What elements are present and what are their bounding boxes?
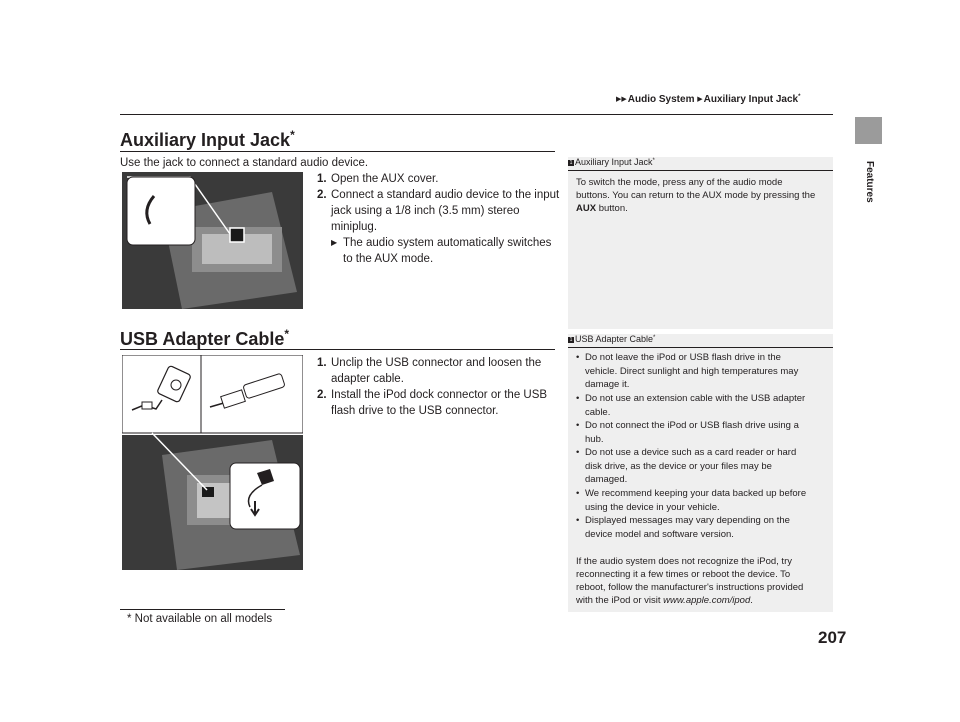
- aux-button-label: AUX: [576, 203, 597, 214]
- usb-connector: [202, 487, 214, 497]
- bullet-dot-icon: •: [576, 515, 580, 526]
- aux-step-2-text: Connect a standard audio device to the input jack using a 1/8 inch (3.5 mm) stereo miniplug.: [331, 189, 560, 233]
- usb-step-2-number: 2.: [317, 389, 327, 401]
- bullet-dot-icon: •: [576, 393, 580, 404]
- result-arrow-icon: ▶: [331, 238, 338, 247]
- aux-jack-illustration: [122, 172, 303, 309]
- usb-note-box: [568, 334, 833, 612]
- aux-step-2-number: 2.: [317, 189, 327, 201]
- bullet-dot-icon: •: [576, 447, 580, 458]
- footnote: * Not available on all models: [127, 613, 273, 625]
- bullet-dot-icon: •: [576, 352, 580, 363]
- usb-step-1-number: 1.: [317, 357, 327, 369]
- aux-note-text: [576, 176, 816, 215]
- usb-note-rule: [568, 347, 833, 348]
- aux-note-rule: [568, 170, 833, 171]
- usb-note-bullet-text: We recommend keeping your data backed up before using the device in your vehicle.: [585, 488, 807, 513]
- breadcrumb-item-auxiliary-input-jack[interactable]: Auxiliary Input Jack: [703, 94, 799, 105]
- aux-title-text: Auxiliary Input Jack: [120, 130, 291, 150]
- ipod-dock-plug-icon: [142, 402, 152, 409]
- usb-note-bullet-text: Do not use an extension cable with the USB adapter cable.: [585, 393, 806, 418]
- header-rule: [120, 114, 833, 115]
- breadcrumb-item-audio-system[interactable]: Audio System: [627, 94, 695, 105]
- usb-note-paragraph: [576, 555, 821, 607]
- breadcrumb: [616, 94, 800, 105]
- usb-note-paragraph-text: If the audio system does not recognize the iPod, try reconnecting it a few times or reboot the device. To reboot, follow the manufacturer's instructions provided with the iPod or visit: [576, 556, 804, 606]
- aux-note-box: [568, 157, 833, 329]
- aux-note-heading: [568, 157, 655, 167]
- usb-title-text: USB Adapter Cable: [120, 329, 285, 349]
- page-number: 207: [818, 628, 847, 647]
- breadcrumb-star: *: [798, 94, 801, 100]
- usb-step-1-text: Unclip the USB connector and loosen the adapter cable.: [331, 357, 542, 385]
- usb-note-bullet-text: Do not leave the iPod or USB flash drive in the vehicle. Direct sunlight and high temperatures may damage it.: [585, 352, 799, 390]
- usb-note-bullet-text: Do not use a device such as a card reader or hard disk drive, as the device or your files may be damaged.: [585, 447, 797, 485]
- usb-note-bullet-text: Displayed messages may vary depending on the device model and software version.: [585, 515, 790, 540]
- usb-note-heading-text: USB Adapter Cable: [575, 334, 654, 344]
- aux-title-star: *: [290, 128, 295, 142]
- usb-section-title: [120, 327, 289, 350]
- aux-jack-port: [230, 228, 244, 242]
- usb-title-rule: [120, 349, 555, 350]
- footnote-rule: [120, 609, 285, 610]
- aux-title-rule: [120, 151, 555, 152]
- usb-note-paragraph-end: .: [750, 595, 753, 606]
- usb-note-heading: [568, 334, 655, 344]
- usb-step-2-text: Install the iPod dock connector or the USB flash drive to the USB connector.: [331, 389, 548, 417]
- breadcrumb-arrow-icon: ▶: [697, 96, 703, 103]
- aux-note-heading-text: Auxiliary Input Jack: [575, 157, 653, 167]
- usb-detail-panel: [122, 355, 303, 433]
- aux-note-star: *: [652, 158, 655, 164]
- usb-adapter-illustration: [122, 355, 303, 570]
- aux-step-result-text: The audio system automatically switches to the AUX mode.: [343, 237, 552, 265]
- note-marker-icon: 1: [569, 337, 573, 343]
- bullet-dot-icon: •: [576, 420, 580, 431]
- aux-note-text-end: button.: [598, 203, 628, 214]
- chapter-tab-marker: [855, 117, 882, 144]
- apple-ipod-link[interactable]: www.apple.com/ipod: [663, 595, 751, 606]
- usb-title-star: *: [284, 327, 290, 341]
- usb-note-star: *: [653, 335, 656, 341]
- usb-note-bullet-text: Do not connect the iPod or USB flash drive using a hub.: [585, 420, 799, 445]
- chapter-tab-label: Features: [864, 161, 875, 203]
- aux-section-title: [120, 128, 295, 151]
- aux-callout-box: [127, 177, 195, 245]
- breadcrumb-arrow-icon: ▶▶: [616, 96, 627, 103]
- bullet-dot-icon: •: [576, 488, 580, 499]
- aux-step-1-number: 1.: [317, 173, 327, 185]
- aux-note-text-part: To switch the mode, press any of the audio mode buttons. You can return to the AUX mode by pressing the: [576, 177, 816, 201]
- aux-step-1-text: Open the AUX cover.: [331, 173, 439, 185]
- aux-intro: Use the jack to connect a standard audio device.: [120, 157, 369, 169]
- note-marker-icon: 1: [569, 160, 573, 166]
